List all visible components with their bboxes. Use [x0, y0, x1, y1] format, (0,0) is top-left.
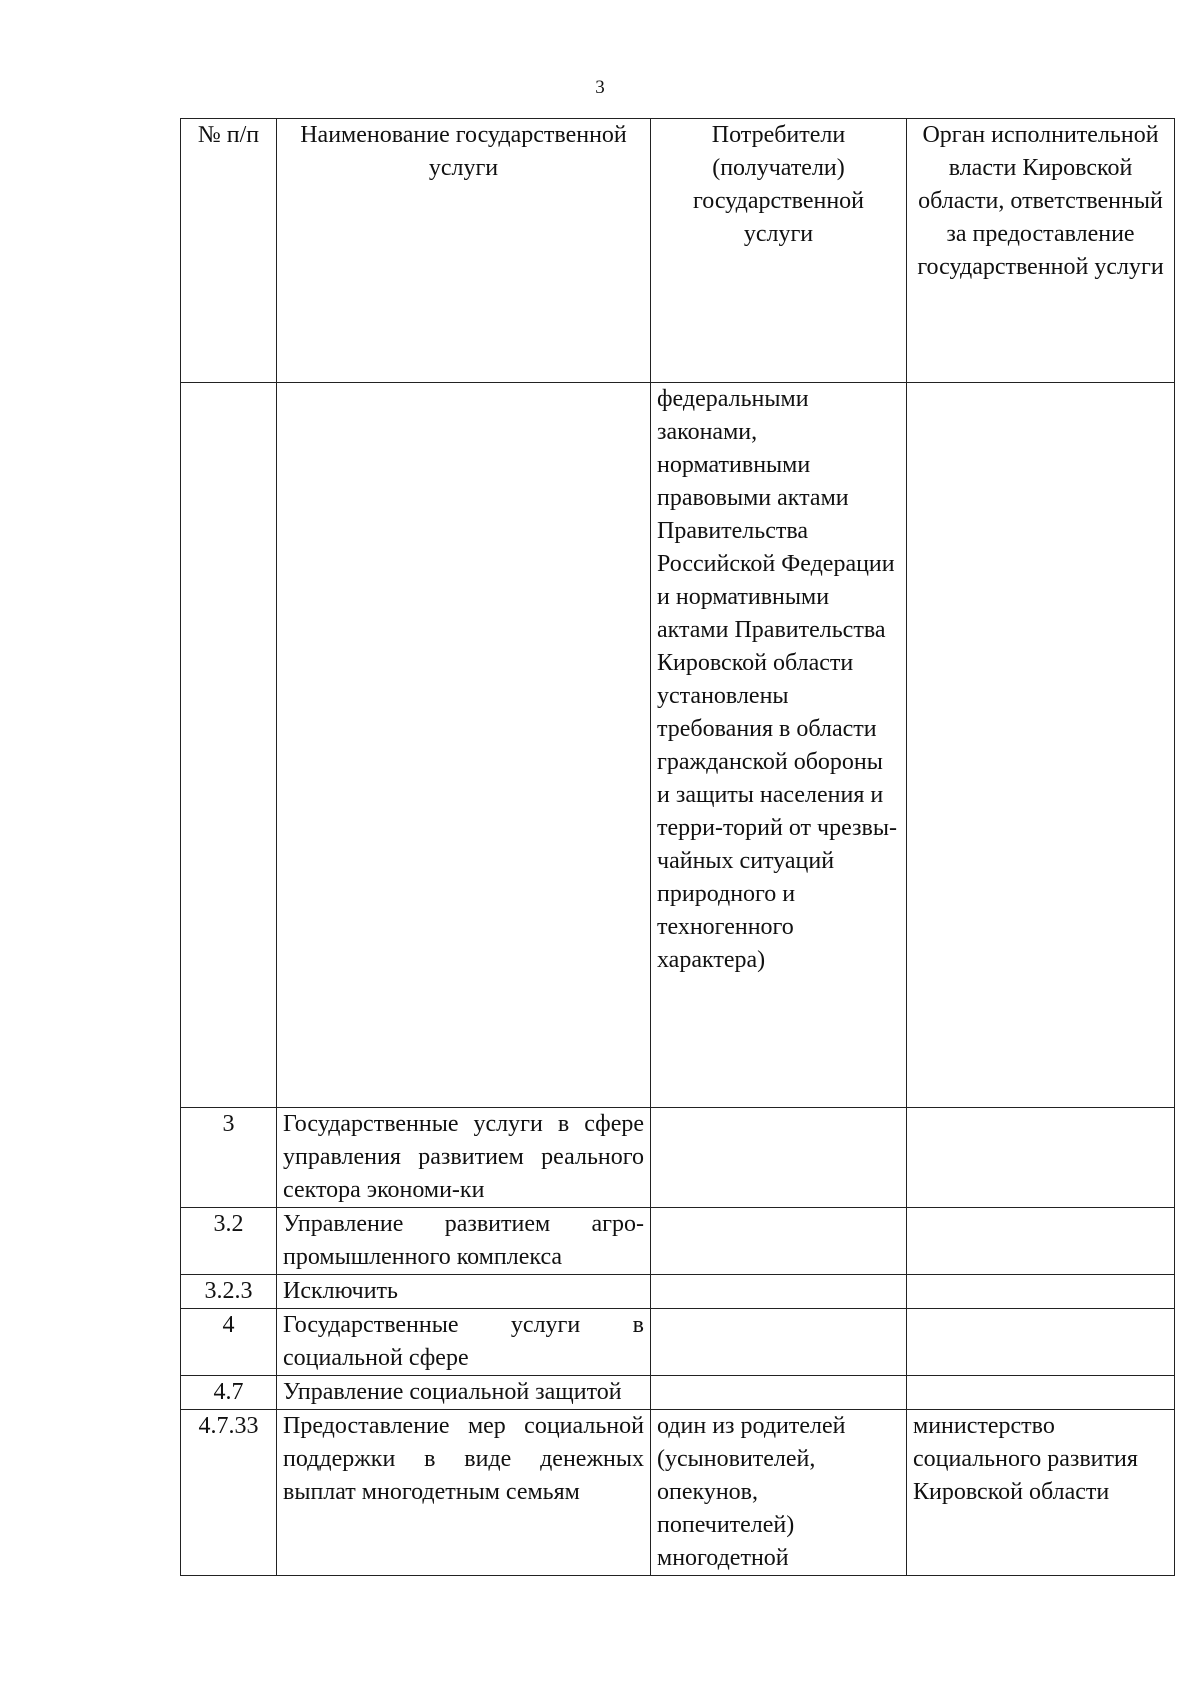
cell-name: Исключить: [277, 1275, 651, 1309]
cell-authority: [907, 1208, 1175, 1275]
cell-consumers: федеральными законами, нормативными правовыми актами Правительства Российской Федерации и нормативными актами Правительства Кировской области установлены требования в области гражданской обороны и защиты населения и терри-торий от чрезвы-чайных ситуаций природного и техногенного характера): [651, 383, 907, 1108]
cell-consumers: один из родителей (усыновителей, опекунов, попечителей) многодетной: [651, 1410, 907, 1576]
header-name: Наименование государственной услуги: [277, 119, 651, 383]
cell-name: Государственные услуги в сфере управления развитием реального сектора экономи-ки: [277, 1108, 651, 1208]
cell-num: 4.7.33: [181, 1410, 277, 1576]
cell-authority: [907, 383, 1175, 1108]
cell-authority: министерство социального развития Кировской области: [907, 1410, 1175, 1576]
cell-name: [277, 383, 651, 1108]
table-header-row: [181, 119, 1175, 383]
cell-num: 4.7: [181, 1376, 277, 1410]
header-num: № п/п: [181, 119, 277, 383]
cell-consumers: [651, 1376, 907, 1410]
header-consumers: Потребители (получатели) государственной услуги: [651, 119, 907, 383]
cell-authority: [907, 1309, 1175, 1376]
cell-name: Управление развитием агро-промышленного комплекса: [277, 1208, 651, 1275]
cell-num: 3.2.3: [181, 1275, 277, 1309]
services-table: [180, 118, 1175, 1576]
table-row: [181, 1275, 1175, 1309]
cell-consumers: [651, 1208, 907, 1275]
cell-name: Управление социальной защитой: [277, 1376, 651, 1410]
table-row: [181, 1208, 1175, 1275]
header-authority: Орган исполнительной власти Кировской области, ответственный за предоставление государственной услуги: [907, 119, 1175, 383]
cell-name: Государственные услуги в социальной сфере: [277, 1309, 651, 1376]
cell-num: 4: [181, 1309, 277, 1376]
page-number: 3: [595, 77, 605, 98]
cell-authority: [907, 1275, 1175, 1309]
cell-num: 3.2: [181, 1208, 277, 1275]
cell-authority: [907, 1108, 1175, 1208]
table-row: [181, 1108, 1175, 1208]
table-row-continuation: [181, 383, 1175, 1108]
table-row: [181, 1410, 1175, 1576]
cell-num: [181, 383, 277, 1108]
cell-authority: [907, 1376, 1175, 1410]
cell-num: 3: [181, 1108, 277, 1208]
cell-consumers: [651, 1108, 907, 1208]
cell-consumers: [651, 1275, 907, 1309]
cell-consumers: [651, 1309, 907, 1376]
table-row: [181, 1376, 1175, 1410]
cell-name: Предоставление мер социальной поддержки в виде денежных выплат многодетным семьям: [277, 1410, 651, 1576]
table-row: [181, 1309, 1175, 1376]
